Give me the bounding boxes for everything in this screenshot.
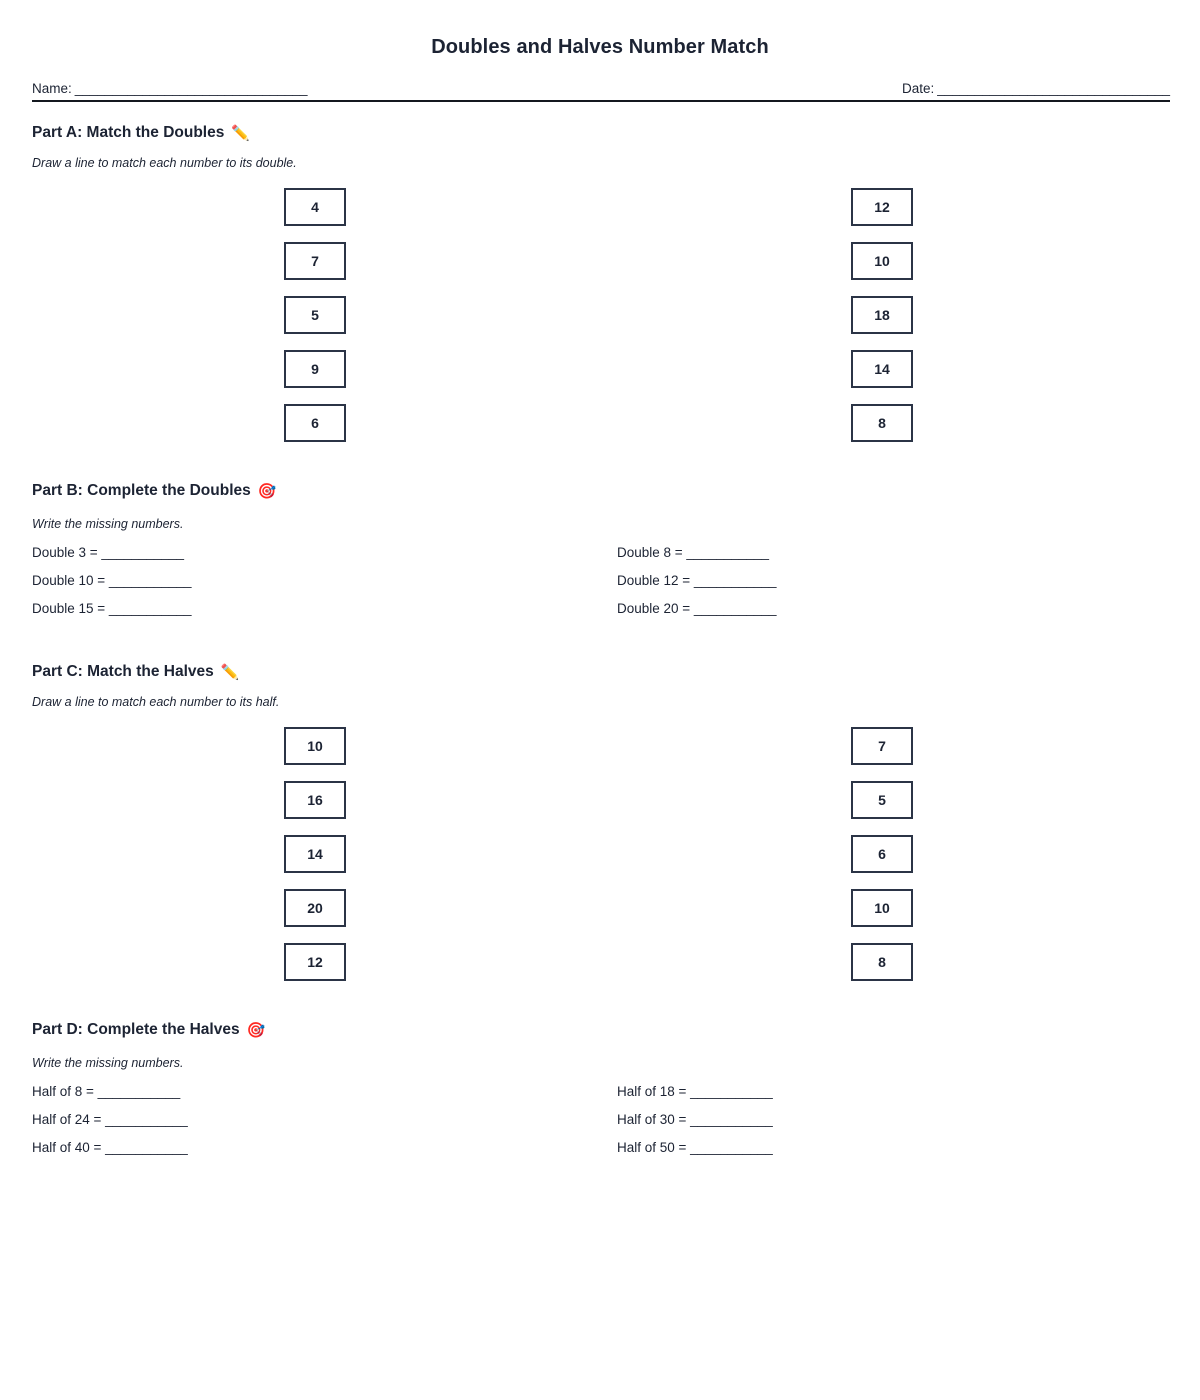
number-box[interactable]: 8 bbox=[851, 404, 913, 442]
part-b-heading bbox=[32, 482, 1170, 500]
fill-in-row[interactable]: Half of 40 = ___________ bbox=[32, 1140, 188, 1156]
number-box[interactable]: 6 bbox=[284, 404, 346, 442]
fill-in-row[interactable]: Double 10 = ___________ bbox=[32, 573, 192, 589]
part-b-instruction: Write the missing numbers. bbox=[32, 517, 184, 532]
number-box[interactable]: 16 bbox=[284, 781, 346, 819]
section-part-c bbox=[32, 663, 1170, 709]
part-c-right-column bbox=[851, 727, 913, 981]
part-c-heading-text: Part C: Match the Halves bbox=[32, 663, 214, 681]
name-blank-line[interactable]: _______________________________ bbox=[74, 81, 308, 96]
part-b-heading-text: Part B: Complete the Doubles bbox=[32, 482, 251, 500]
fill-in-row[interactable]: Half of 8 = ___________ bbox=[32, 1084, 181, 1100]
number-box[interactable]: 14 bbox=[851, 350, 913, 388]
date-field[interactable] bbox=[902, 81, 1170, 96]
number-box[interactable]: 7 bbox=[284, 242, 346, 280]
part-d-fill-area bbox=[32, 1084, 1200, 1180]
part-a-instruction: Draw a line to match each number to its double. bbox=[32, 156, 297, 171]
number-box[interactable]: 10 bbox=[284, 727, 346, 765]
fill-in-row[interactable]: Double 20 = ___________ bbox=[617, 601, 777, 617]
number-box[interactable]: 8 bbox=[851, 943, 913, 981]
number-box[interactable]: 5 bbox=[851, 781, 913, 819]
fill-in-row[interactable]: Double 8 = ___________ bbox=[617, 545, 770, 561]
fill-in-row[interactable]: Double 15 = ___________ bbox=[32, 601, 192, 617]
page-title: Doubles and Halves Number Match bbox=[431, 36, 769, 58]
part-a-left-column bbox=[284, 188, 346, 442]
section-part-b bbox=[32, 482, 1170, 531]
header-divider bbox=[32, 100, 1170, 102]
fill-in-row[interactable]: Half of 24 = ___________ bbox=[32, 1112, 188, 1128]
part-b-fill-area bbox=[32, 545, 1200, 641]
number-box[interactable]: 20 bbox=[284, 889, 346, 927]
part-d-heading bbox=[32, 1021, 1170, 1039]
part-a-heading-text: Part A: Match the Doubles bbox=[32, 124, 225, 142]
part-c-left-column bbox=[284, 727, 346, 981]
number-box[interactable]: 5 bbox=[284, 296, 346, 334]
name-date-row bbox=[32, 81, 1170, 96]
fill-in-row[interactable]: Double 12 = ___________ bbox=[617, 573, 777, 589]
pencil-icon: ✏️ bbox=[220, 663, 240, 681]
number-box[interactable]: 18 bbox=[851, 296, 913, 334]
part-c-heading bbox=[32, 663, 1170, 681]
part-a-match-area bbox=[32, 188, 1200, 460]
part-a-right-column bbox=[851, 188, 913, 442]
part-c-instruction: Draw a line to match each number to its half. bbox=[32, 695, 280, 710]
number-box[interactable]: 6 bbox=[851, 835, 913, 873]
number-box[interactable]: 12 bbox=[284, 943, 346, 981]
number-box[interactable]: 9 bbox=[284, 350, 346, 388]
number-box[interactable]: 10 bbox=[851, 242, 913, 280]
fill-in-row[interactable]: Half of 30 = ___________ bbox=[617, 1112, 773, 1128]
number-box[interactable]: 10 bbox=[851, 889, 913, 927]
date-label: Date: bbox=[901, 81, 935, 96]
number-box[interactable]: 4 bbox=[284, 188, 346, 226]
part-d-heading-text: Part D: Complete the Halves bbox=[32, 1021, 240, 1039]
part-d-instruction: Write the missing numbers. bbox=[32, 1056, 184, 1071]
name-field[interactable] bbox=[32, 81, 308, 96]
fill-in-row[interactable]: Half of 50 = ___________ bbox=[617, 1140, 773, 1156]
name-label: Name: bbox=[32, 81, 72, 96]
section-part-a bbox=[32, 124, 1170, 170]
target-icon: 🎯 bbox=[246, 1021, 266, 1039]
date-blank-line[interactable]: _______________________________ bbox=[937, 81, 1170, 96]
part-d-right-column bbox=[617, 1084, 773, 1155]
fill-in-row[interactable]: Half of 18 = ___________ bbox=[617, 1084, 773, 1100]
part-b-left-column bbox=[32, 545, 192, 616]
pencil-icon: ✏️ bbox=[231, 124, 251, 142]
number-box[interactable]: 12 bbox=[851, 188, 913, 226]
number-box[interactable]: 14 bbox=[284, 835, 346, 873]
part-a-heading bbox=[32, 124, 1170, 142]
part-b-right-column bbox=[617, 545, 777, 616]
target-icon: 🎯 bbox=[257, 482, 277, 500]
number-box[interactable]: 7 bbox=[851, 727, 913, 765]
part-c-match-area bbox=[32, 727, 1200, 999]
section-part-d bbox=[32, 1021, 1170, 1070]
fill-in-row[interactable]: Double 3 = ___________ bbox=[32, 545, 185, 561]
part-d-left-column bbox=[32, 1084, 188, 1155]
